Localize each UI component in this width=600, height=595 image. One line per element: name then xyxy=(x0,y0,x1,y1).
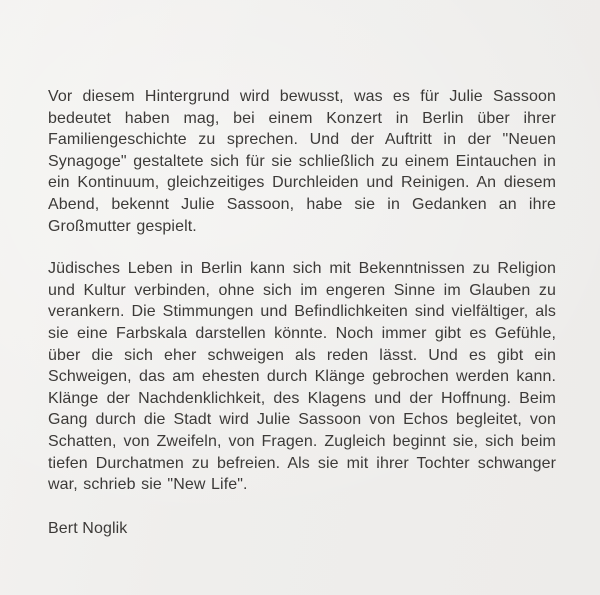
text-paragraph-1: Vor diesem Hintergrund wird bewusst, was es für Julie Sassoon bedeutet haben mag, bei einem Konzert in Berlin über ihrer Familiengeschichte zu sprechen. Und der Auftritt in der "Neuen Synagoge" gestaltete sich für sie schließlich zu einem Eintauchen in ein Kontinuum, gleichzeitiges Durchleiden und Reinigen. An diesem Abend, bekennt Julie Sassoon, habe sie in Gedanken an ihre Großmutter gespielt. xyxy=(48,88,556,235)
text-block xyxy=(48,86,556,539)
author-name: Bert Noglik xyxy=(48,519,128,537)
text-paragraph-2: Jüdisches Leben in Berlin kann sich mit Bekenntnissen zu Religion und Kultur verbinden, ohne sich im engeren Sinne im Glauben zu verankern. Die Stimmungen und Befindlichkeiten sind vielfältiger, als sie eine Farbskala darstellen könnte. Noch immer gibt es Gefühle, über die sich eher schweigen als reden lässt. Und es gibt ein Schweigen, das am ehesten durch Klänge gebrochen werden kann. Klänge der Nachdenklichkeit, des Klagens und der Hoffnung. Beim Gang durch die Stadt wird Julie Sassoon von Echos begleitet, von Schatten, von Zweifeln, von Fragen. Zugleich beginnt sie, sich beim tiefen Durchatmen zu befreien. Als sie mit ihrer Tochter schwanger war, schrieb sie "New Life". xyxy=(48,260,556,494)
